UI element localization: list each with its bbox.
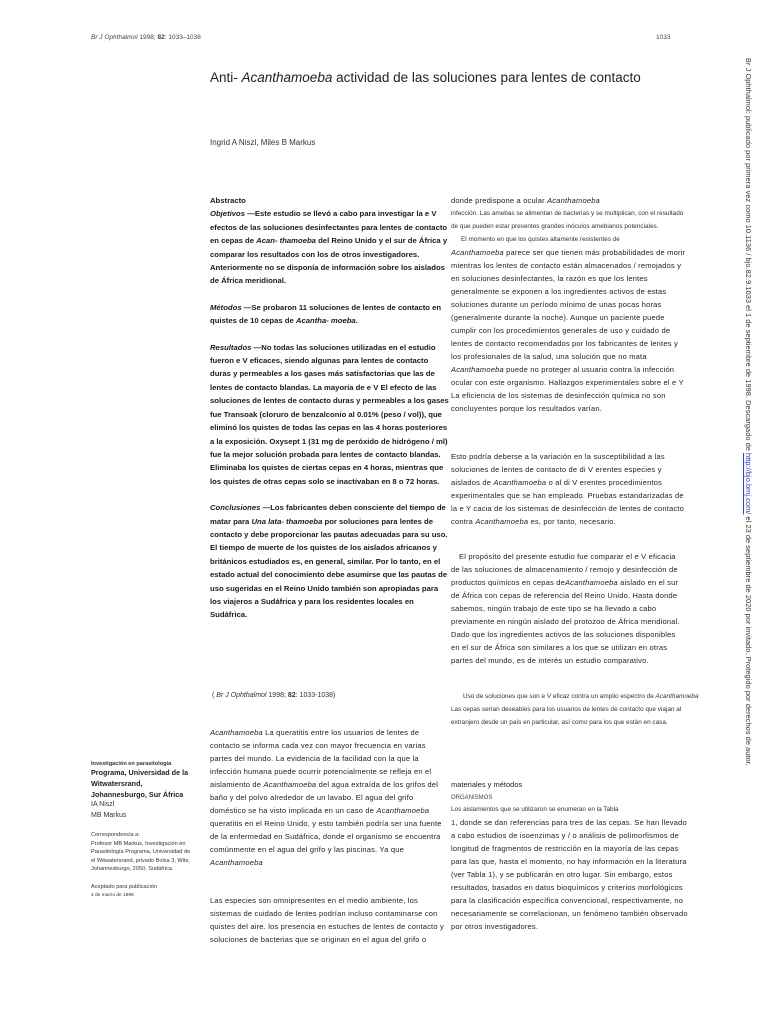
abstract-methods: Métodos —Se probaron 11 soluciones de lentes de contacto en quistes de 10 cepas de Acantha- moeba. [210,302,442,326]
right-para-1b: infección. Las amebas se alimentan de bacterias y se multiplican, con el resultado de que pueden estar presentes grandes inóculos amebianos potenciales. [451,210,684,230]
correspondence-label: Correspondencia a: [91,832,140,839]
right-para-1a: donde predispone a ocular Acanthamoeba [451,196,600,205]
abstract-conclusions: Conclusiones —Los fabricantes deben consciente del tiempo de matar para Una lata- thamoeba por soluciones para lentes de contacto y debe proporcionar las pautas adecuadas para su uso. El tiempo de muerte de los quistes de los aislados africanos y británicos estudiados es, en general, similar. Por lo tanto, en el estado actual del conocimiento debe asumirse que las pautas de uso sugeridas en el Reino Unido también son apropiadas para los viajeros a Sudáfrica y para los residentes locales en Sudáfrica. [210,503,448,620]
right-para-5: Uso de soluciones que son e V eficaz contra un amplio espectro de Acanthamoeba Las cepas serían deseables para los usuarios de lentes de contacto que viajan al extranjero desde un país en particular, así como para los que están en casa. [451,693,699,726]
section-heading-methods: materiales y métodos [451,780,523,789]
department-label: Investigación en parasitología [91,761,172,767]
author-list: Ingrid A Niszl, Miles B Markus [210,138,316,147]
affiliation-sidebar [91,760,191,900]
abstract-results: Resultados —No todas las soluciones utilizadas en el estudio fueron e V eficaces, siendo algunas para lentes de contacto duras y permeables a los gases más satisfactorias que las de lentes de contacto blandas. La mayoría de e V El efecto de las soluciones de lentes de contacto duras y permeables a los gases fue Transoak (cloruro de benzalconio al 0.01% (peso / vol)), que eliminó los quistes de todas las cepas en las 4 horas posteriores a la exposición. Oxysept 1 (31 mg de peróxido de hidrógeno / ml) fue la mejor solución probada para lentes de contacto blandas. Eliminaba los quistes de ciertas cepas en 4 horas, mientras que los quistes de otras cepas solo se inactivaban en 8 o 72 horas. [210,342,449,486]
right-para-4: El propósito del presente estudio fue comparar el e V eficacia de las soluciones de almacenamiento / remojo y desinfección de productos químicos en cepas deAcanthamoeba aislado en el sur de África con cepas de referencia del Reino Unido. Hasta donde sabemos, ningún trabajo de este tipo se ha llevado a cabo previamente en ningún aislado del protozoo de África meridional. Dado que los ingredientes activos de las soluciones disponibles en el sur de África son similares a los que se utilizan en otras partes del mundo, es de interés un estudio comparativo. [451,552,680,665]
page-number: 1033 [656,34,671,41]
correspondence-address: Profesor MB Markus, Investigación en Parasitología Programa, Universidad de el Witwatersrand, privado Bolsa 3, Wits, Johannesburgo, 2050, Sudáfrica. [91,840,191,872]
methods-paragraph: 1, donde se dan referencias para tres de las cepas. Se han llevado a cabo estudios de isoenzimas y / o análisis de polimorfismos de longitud de fragmentos de restricción en la mayoría de las cepas para las que, hasta el momento, no hay información en la literatura (ver Tabla 1), y se publicarán en otro lugar. Sin embargo, estos resultados, basados en datos bioquímicos y criterios morfológicos para la clasificación específica convencional, respectivamente, no necesariamente se correlacionan, un fenómeno también observado por otros investigadores. [451,818,688,931]
journal-name: Br J Ophthalmol [91,34,138,41]
abstract [210,194,450,622]
right-para-3: Esto podría deberse a la variación en la susceptibilidad a las soluciones de lentes de contacto de di V erentes especies y aislados de Acanthamoeba o al di V erentes procedimientos experimentales que se han empleado. Pruebas estandarizadas de la e Y cacia de los sistemas de desinfección de lentes de contacto contra Acanthamoeba es, por tanto, necesario. [451,452,685,526]
running-header: Br J Ophthalmol 1998; 82: 1033–1038 [91,34,201,41]
abstract-objectives: Objetivos —Este estudio se llevó a cabo para investigar la e V efectos de las soluciones desinfectantes para lentes de contacto en cepas de Acan- thamoeba del Reino Unido y el sur de África y comparar los resultados con los de otros investigadores. Anteriormente no se disponía de información sobre los aislados de África meridional. [210,209,448,286]
accepted-label: Aceptado para publicación [91,884,157,891]
right-para-2b: Acanthamoeba parece ser que tienen más probabilidades de morir mientras los lentes de contacto están almacenados / remojados y en soluciones desinfectantes, la razón es que los lentes generalmente se exponen a los ingredientes activos de estas soluciones durante un período mínimo de unas pocas horas (generalmente durante la noche). Aunque un paciente puede cumplir con los procedimientos generales de uso y cuidado de lentes de contacto recomendados por los fabricantes de lentes y los profesionales de la salud, una solución que no mata Acanthamoeba puede no proteger al usuario contra la infección ocular con este organismo. Hallazgos experimentales sobre el e Y La eficiencia de los sistemas de desinfección química no son concluyentes porque los resultados varían. [451,248,686,413]
methods-line-1: Los aislamientos que se utilizaron se enumeran en la Tabla [451,806,619,813]
right-para-2a: El momento en que los quistes altamente resistentes de [461,236,620,243]
abstract-heading: Abstracto [210,196,246,205]
affiliation: Programa, Universidad de la Witwatersrand, Johannesburgo, Sur África [91,768,189,799]
intro-paragraph-1: Acanthamoeba La queratitis entre los usuarios de lentes de contacto se informa cada vez con mayor frecuencia en varias partes del mundo. La evidencia de la facilidad con la que la infección humana puede ocurrir potencialmente se refleja en el aislamiento de Acanthamoeba del agua extraída de los grifos del baño y del polvo alrededor de un lavabo. El agua del grifo doméstico se ha visto implicada en un caso de Acanthamoeba queratitis en el Reino Unido, y esto también podría ser una fuente de la enfermedad en Sudáfrica, donde el organismo se encuentra comúnmente en el agua del grifo y las piscinas. Ya que Acanthamoeba [210,728,442,867]
abstract-citation: ( Br J Ophthalmol 1998; 82: 1033-1038) [212,692,336,699]
author-2: MB Markus [91,811,127,819]
journal-link[interactable]: http://bjo.bmj.com/ [744,453,753,515]
accepted-date: 4 de marzo de 1998 [91,892,134,898]
article-title: Anti- Acanthamoeba actividad de las soluciones para lentes de contacto [210,70,641,85]
vertical-download-note: Br J Ophthalmol: publicado por primera vez como 10.1136 / bjo.82.9.1033 el 1 de septiembre de 1998. Descargado de http://bjo.bmj.com/ el 23 de septiembre de 2020 por invitado. Protegido por derechos de autor. [744,58,753,766]
right-column [451,194,686,415]
subsection-heading-organisms: ORGANISMOS [451,795,493,801]
author-1: IA Niszl [91,801,115,809]
intro-paragraph-2: Las especies son omnipresentes en el medio ambiente, los sistemas de cuidado de lentes podrían incluso contaminarse con quistes del aire. los presencia en estuches de lentes de contacto y soluciones de bacterias que se originan en el agua del grifo o [210,896,444,944]
